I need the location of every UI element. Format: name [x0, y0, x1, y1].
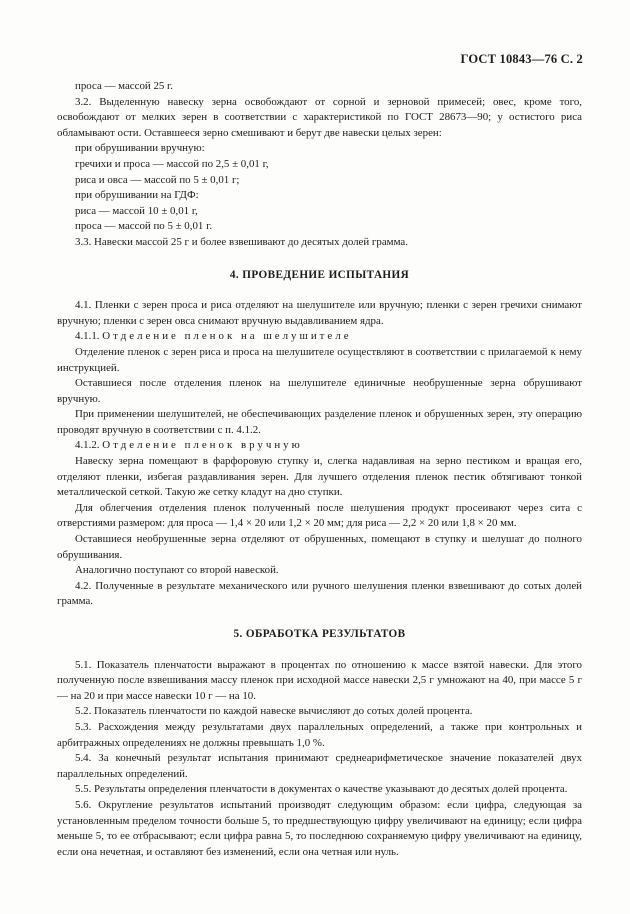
clause-5-4: 5.4. За конечный результат испытания принимают среднеарифметическое значение показателей двух параллельных определений. [57, 752, 582, 780]
section-3-paragraph: проса — массой 25 г. [75, 80, 174, 92]
clause-5-1: 5.1. Показатель пленчатости выражают в процентах по отношению к массе взятой навески. Для этого полученную после взвешивания массу пленок при исходной массе навески 2,5 г умножают на 40, при массе 5 г — на 20 и при массе навески 10 г — на 10. [57, 658, 582, 702]
clause-4-1: 4.1. Пленки с зерен проса и риса отделяют на шелушителе или вручную; пленки с зерен гречихи снимают вручную; пленки с зерен овса снимают вручную выдавливанием ядра. [57, 299, 582, 327]
list-line: гречихи и проса — массой по 2,5 ± 0,01 г, [75, 157, 269, 170]
clause-5-6: 5.6. Округление результатов испытаний производят следующим образом: если цифра, следующая за установленным пределом точности больше 5, то предшествующую цифру увеличивают на единицу; если цифра меньше 5, то ее отбрасывают; если цифра равна 5, то последнюю сохраняемую цифру увеличивают на единицу, если она нечетная, и оставляют без изменений, если она четная или нуль. [57, 798, 582, 858]
paragraph: Для облегчения отделения пленок полученный после шелушения продукт просеивают через сита с отверстиями размером: для проса — 1,4 × 20 или 1,2 × 20 мм; для риса — 2,2 × 20 или 1,8 × 20 мм. [57, 501, 582, 530]
paragraph: Оставшиеся после отделения пленок на шелушителе единичные необрушенные зерна обрушивают вручную. [57, 377, 582, 405]
clause-number: 4.1.1. [75, 330, 100, 343]
clause-3-2: 3.2. Выделенную навеску зерна освобождают от сорной и зерновой примесей; овес, кроме того, освобождают от мелких зерен в соответствии с характеристикой по ГОСТ 28673—90; у остистого риса обламывают ости. Оставшееся зерно смешивают и берут две навески целых зерен: [57, 95, 582, 139]
document-body [57, 79, 582, 860]
page-header: ГОСТ 10843—76 С. 2 [460, 52, 583, 66]
clause-heading-text: Отделение пленок вручную [102, 439, 303, 452]
clause-4-2: 4.2. Полученные в результате механического или ручного шелушения пленки взвешивают до сотых долей грамма. [57, 579, 582, 608]
section-5-title: 5. ОБРАБОТКА РЕЗУЛЬТАТОВ [233, 628, 406, 640]
clause-3-3: 3.3. Навески массой 25 г и более взвешивают до десятых долей грамма. [75, 235, 408, 248]
clause-5-2: 5.2. Показатель пленчатости по каждой навеске вычисляют до сотых долей процента. [75, 705, 473, 718]
list-line: при обрушивании на ГДФ: [75, 189, 199, 202]
list-line: при обрушивании вручную: [75, 142, 205, 155]
clause-4-1-1-heading [57, 329, 582, 345]
paragraph: Навеску зерна помещают в фарфоровую ступку и, слегка надавливая на зерно пестиком и вращая его, отделяют пленки, избегая раздавливания зерен. Для лучшего отделения пленок пестик обтягивают тонкой металлической сеткой. Такую же сетку кладут на дно ступки. [57, 455, 582, 499]
clause-5-5: 5.5. Результаты определения пленчатости в документах о качестве указывают до десятых долей процента. [75, 783, 568, 796]
list-line: риса — массой 10 ± 0,01 г, [75, 204, 198, 217]
clause-5-3: 5.3. Расхождения между результатами двух параллельных определений, а также при контрольных и арбитражных определениях не должны превышать 1,0 %. [57, 720, 582, 749]
paragraph: Оставшиеся необрушенные зерна отделяют от обрушенных, помещают в ступку и шелушат до полного обрушивания. [57, 533, 582, 561]
list-line: проса — массой по 5 ± 0,01 г. [75, 220, 213, 233]
paragraph: Аналогично поступают со второй навеской. [75, 564, 279, 577]
section-4-title: 4. ПРОВЕДЕНИЕ ИСПЫТАНИЯ [229, 268, 410, 281]
clause-heading-text: Отделение пленок на шелушителе [102, 330, 352, 343]
paragraph: Отделение пленок с зерен риса и проса на шелушителе осуществляют в соответствии с прилагаемой к нему инструкцией. [57, 345, 582, 374]
clause-4-1-2-heading [57, 438, 582, 454]
paragraph: При применении шелушителей, не обеспечивающих разделение пленок и обрушенных зерен, эту операцию проводят вручную в соответствии с п. 4.1.2. [57, 408, 582, 436]
list-line: риса и овса — массой по 5 ± 0,01 г; [75, 173, 240, 186]
clause-number: 4.1.2. [75, 439, 100, 452]
